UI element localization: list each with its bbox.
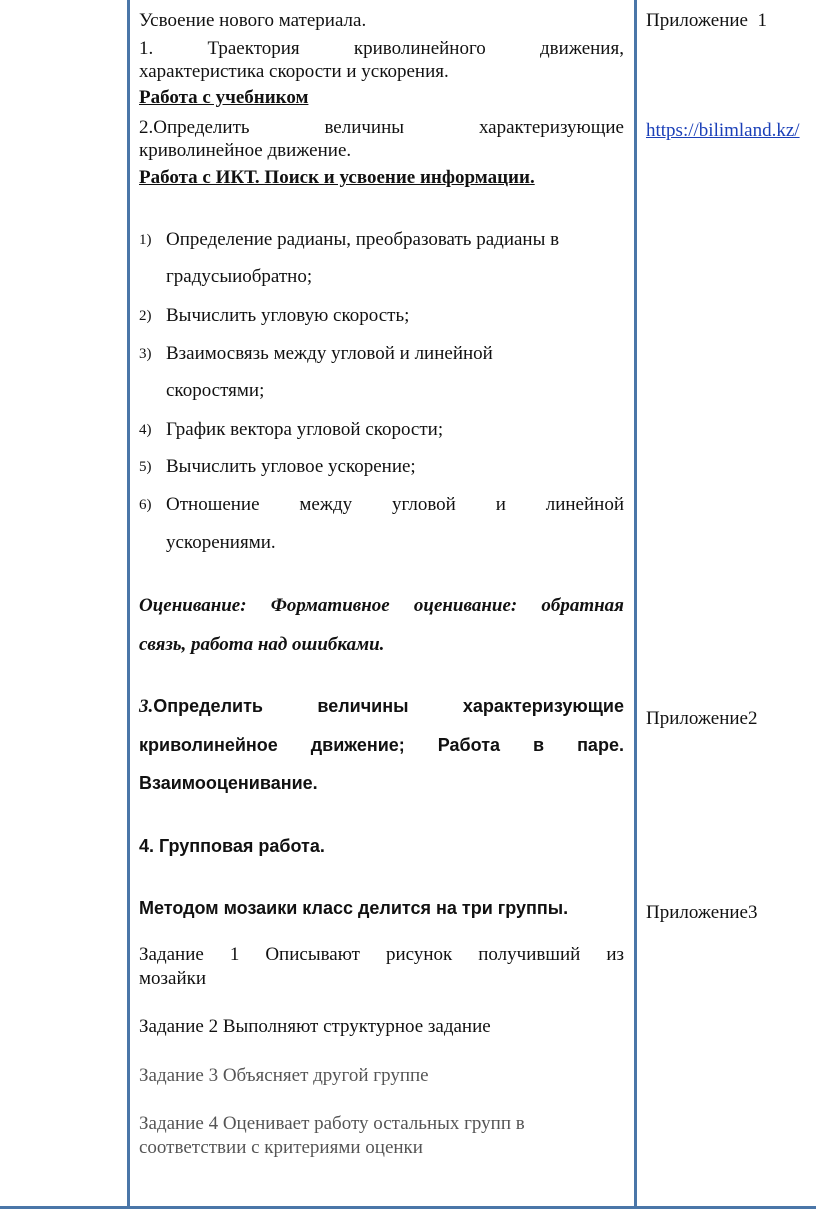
table-border-middle bbox=[634, 0, 637, 1206]
point3-line2: криволинейное движение; Работа в паре. bbox=[139, 735, 624, 755]
list-item: График вектора угловой скорости; bbox=[166, 419, 444, 440]
mosaic-heading: Методом мозаики класс делится на три группы. bbox=[139, 898, 569, 918]
task1-line2: мозайки bbox=[139, 968, 207, 989]
list-item: Вычислить угловое ускорение; bbox=[166, 456, 416, 477]
ict-heading: Работа с ИКТ. Поиск и усвоение информации. bbox=[139, 167, 535, 188]
task2: Задание 2 Выполняют структурное задание bbox=[139, 1016, 491, 1037]
list-number: 1) bbox=[139, 232, 152, 248]
point2-line2: криволинейное движение. bbox=[139, 140, 352, 161]
list-item: Вычислить угловую скорость; bbox=[166, 305, 410, 326]
point2-line1: 2.Определить величины характеризующие bbox=[139, 117, 624, 138]
task3: Задание 3 Объясняет другой группе bbox=[139, 1065, 429, 1086]
point3-line3: Взаимооценивание. bbox=[139, 773, 318, 793]
list-number: 5) bbox=[139, 459, 152, 475]
group-work-heading: 4. Групповая работа. bbox=[139, 836, 325, 856]
point1-line2: характеристика скорости и ускорения. bbox=[139, 61, 449, 82]
list-item-cont: скоростями; bbox=[166, 380, 265, 401]
list-number: 3) bbox=[139, 346, 152, 362]
list-item: Взаимосвязь между угловой и линейной bbox=[166, 343, 493, 364]
appendix-2: Приложение2 bbox=[646, 708, 758, 729]
appendix-3: Приложение3 bbox=[646, 902, 758, 923]
task1-line1: Задание 1 Описывают рисунок получивший из bbox=[139, 944, 624, 965]
assessment-line2: связь, работа над ошибками. bbox=[139, 634, 385, 655]
list-number: 4) bbox=[139, 422, 152, 438]
task4-line2: соответствии с критериями оценки bbox=[139, 1137, 423, 1158]
point1-line1: 1. Траектория криволинейного движения, bbox=[139, 38, 624, 59]
assessment-line1: Оценивание: Формативное оценивание: обратная bbox=[139, 595, 624, 616]
task4-line1: Задание 4 Оценивает работу остальных групп в bbox=[139, 1113, 525, 1134]
appendix-1: Приложение 1 bbox=[646, 10, 767, 31]
point3-line1: 3.Определить величины характеризующие bbox=[139, 696, 624, 717]
list-item-cont: градусыиобратно; bbox=[166, 266, 313, 287]
list-item: Определение радианы, преобразовать радианы в bbox=[166, 229, 560, 250]
list-number: 2) bbox=[139, 308, 152, 324]
intro-title: Усвоение нового материала. bbox=[139, 10, 367, 31]
table-border-left bbox=[127, 0, 130, 1206]
bilimland-link[interactable]: https://bilimland.kz/ bbox=[646, 120, 800, 141]
list-item-cont: ускорениями. bbox=[166, 532, 276, 553]
list-number: 6) bbox=[139, 497, 152, 513]
list-item: Отношение между угловой и линейной bbox=[166, 494, 624, 515]
textbook-heading: Работа с учебником bbox=[139, 87, 309, 108]
table-border-bottom bbox=[0, 1206, 816, 1209]
